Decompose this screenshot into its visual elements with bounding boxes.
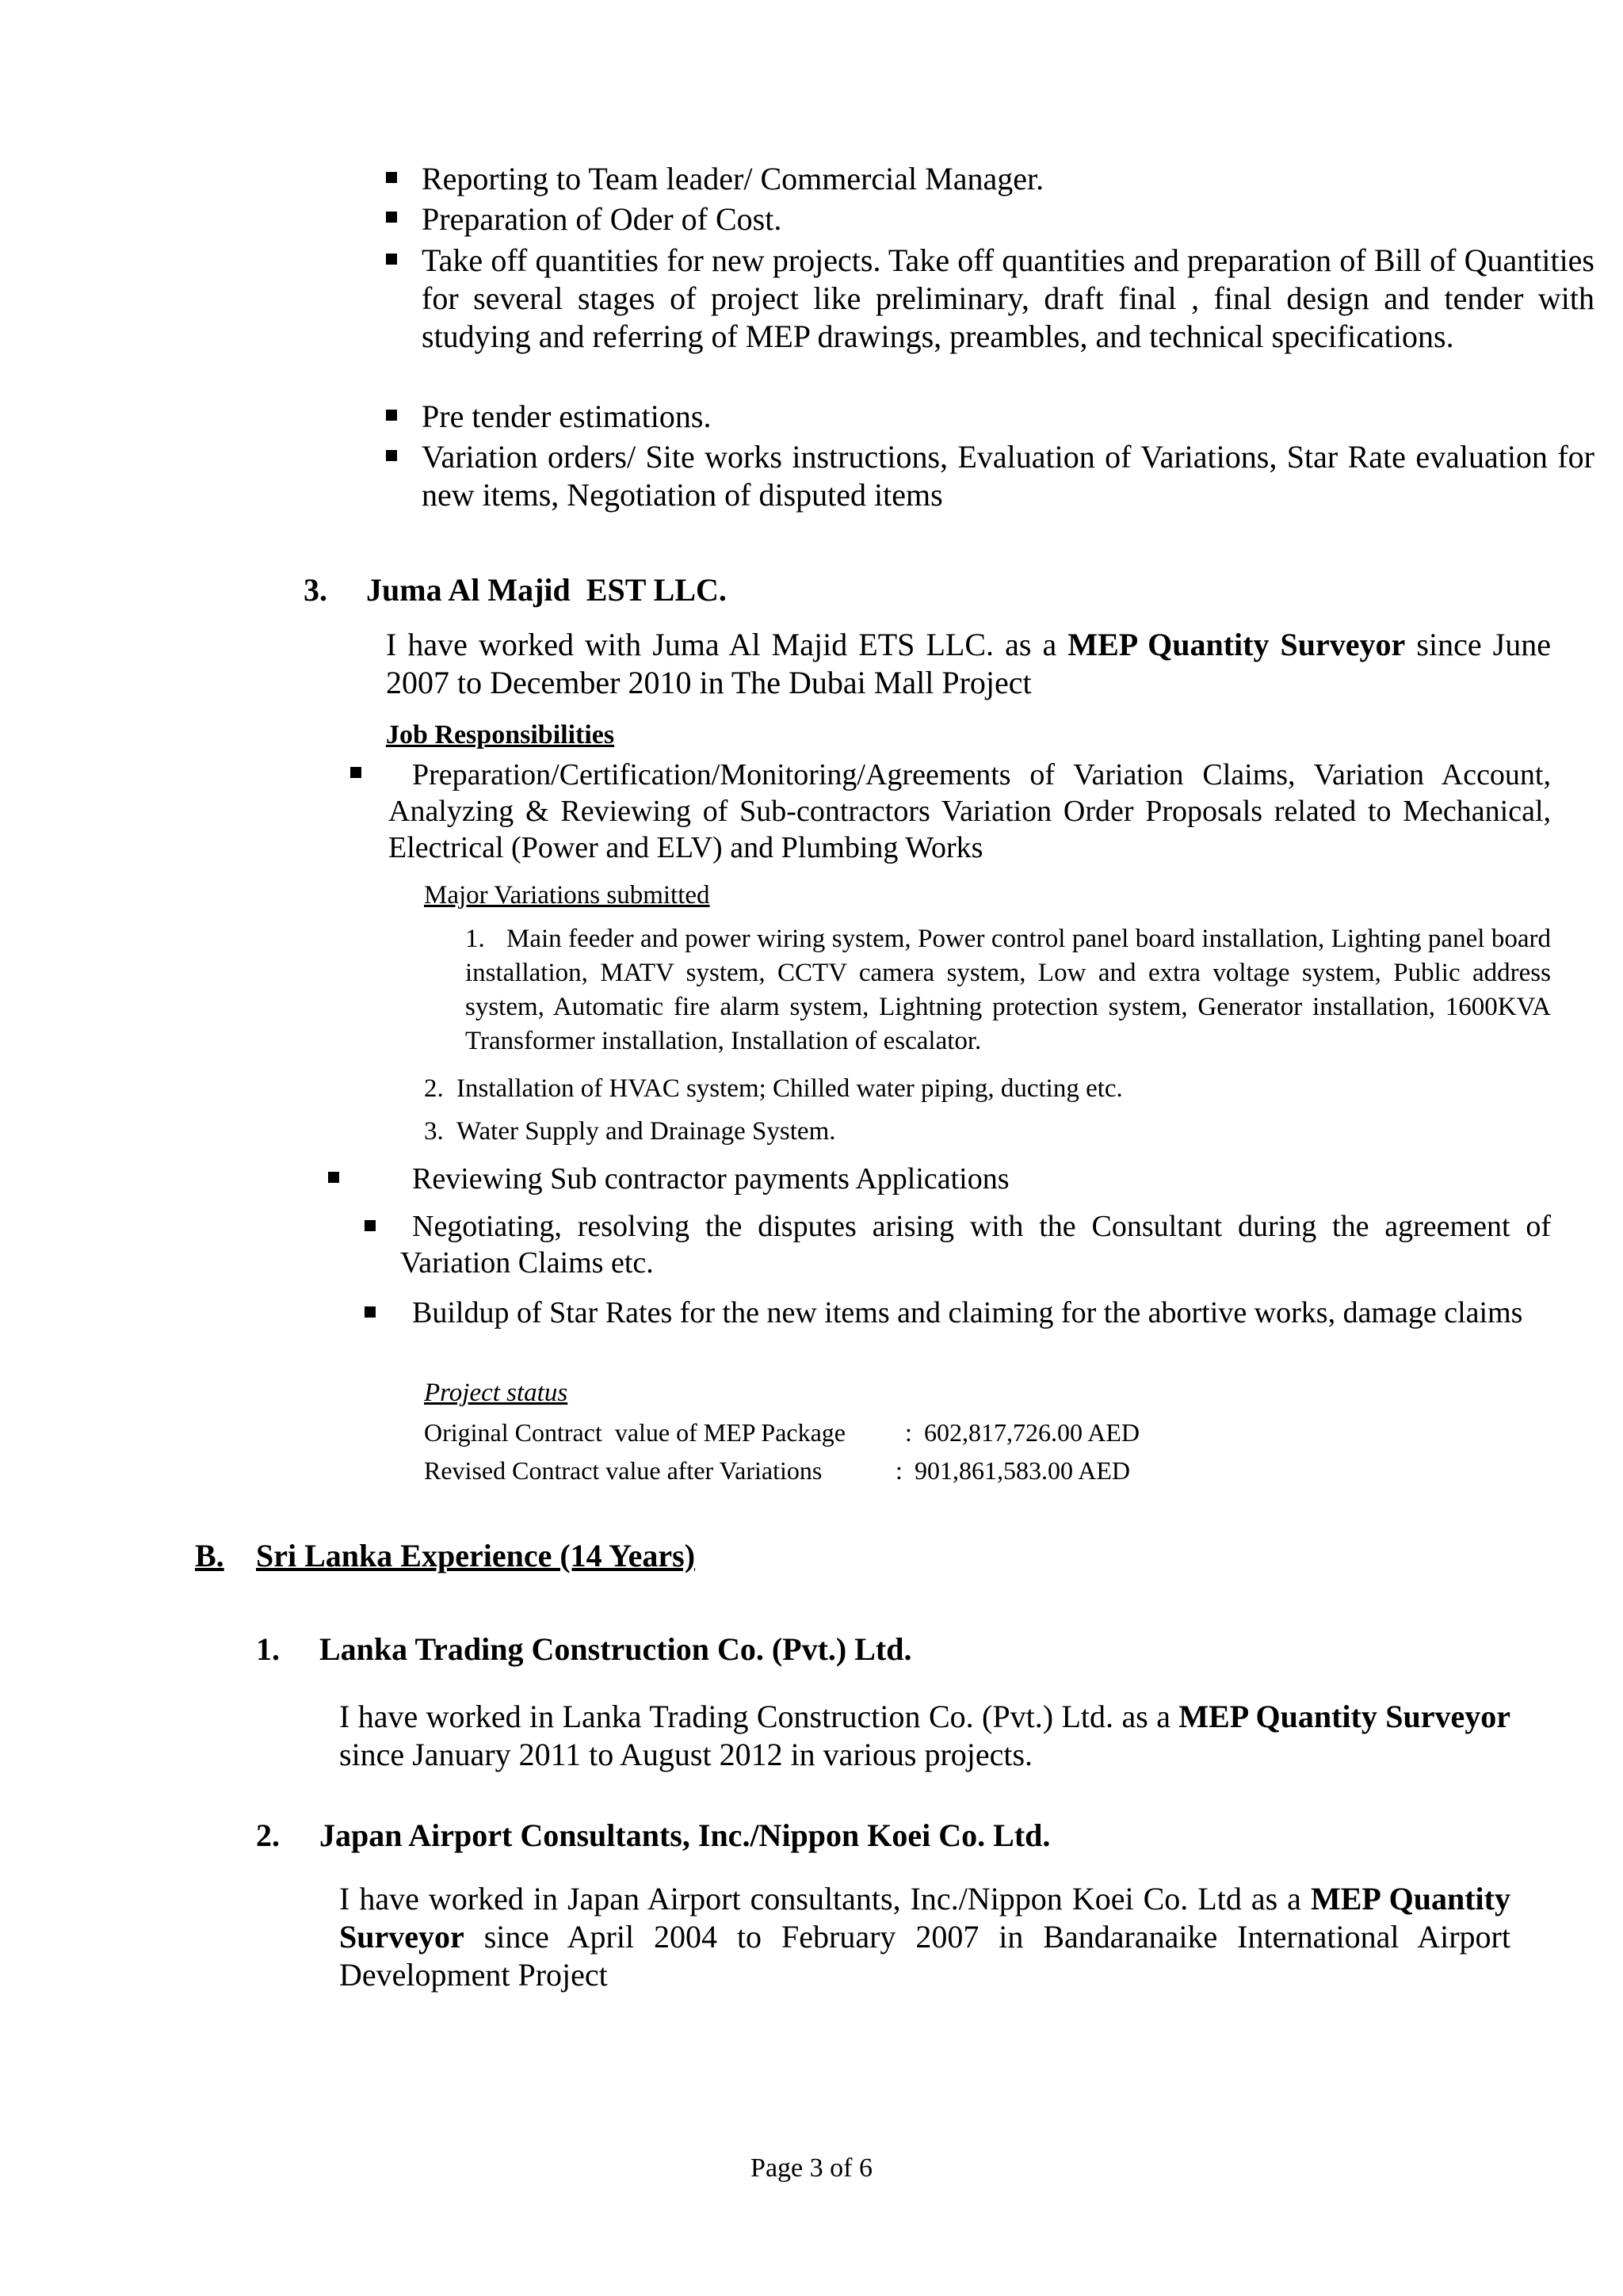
list-item: Buildup of Star Rates for the new items and claiming for the abortive works, damage claims xyxy=(412,1296,1523,1329)
item-description: I have worked in Japan Airport consultants, Inc./Nippon Koei Co. Ltd as a MEP Quantity Surveyor since April 2004 to February 2007 in Bandaranaike International Airport Development Project xyxy=(339,1881,1510,1993)
section-title: Juma Al Majid EST LLC. xyxy=(366,572,727,608)
section-number: 3. xyxy=(304,572,327,608)
status-label: Revised Contract value after Variations xyxy=(424,1456,823,1485)
project-status-heading: Project status xyxy=(424,1379,568,1407)
status-colon: : xyxy=(896,1456,903,1485)
status-value: 602,817,726.00 AED xyxy=(924,1418,1140,1447)
list-item: Preparation of Oder of Cost. xyxy=(422,201,782,237)
job-responsibilities-heading: Job Responsibilities xyxy=(386,720,615,749)
item-title: Lanka Trading Construction Co. (Pvt.) Ltd. xyxy=(319,1631,912,1667)
status-colon: : xyxy=(905,1418,912,1447)
list-item: Take off quantities for new projects. Take off quantities and preparation of Bill of Quantities for several stages of project like preliminary, draft final , final design and tender with studying and referring of MEP drawings, preambles, and technical specifications. xyxy=(422,242,1594,354)
section-intro: I have worked with Juma Al Majid ETS LLC. as a MEP Quantity Surveyor since June 2007 to December 2010 in The Dubai Mall Project xyxy=(386,627,1551,700)
list-item: Reporting to Team leader/ Commercial Manager. xyxy=(422,161,1044,196)
list-item: Negotiating, resolving the disputes arising with the Consultant during the agreement of Variation Claims etc. xyxy=(400,1210,1551,1280)
square-bullet-icon xyxy=(386,212,397,223)
square-bullet-icon xyxy=(365,1220,376,1231)
item-number: 2. xyxy=(256,1817,280,1853)
item-description: I have worked in Lanka Trading Construction Co. (Pvt.) Ltd. as a MEP Quantity Surveyor since January 2011 to August 2012 in various projects. xyxy=(339,1699,1510,1772)
square-bullet-icon xyxy=(386,450,397,461)
variation-item: 3. Water Supply and Drainage System. xyxy=(424,1117,836,1146)
square-bullet-icon xyxy=(365,1306,376,1318)
variation-item: 2. Installation of HVAC system; Chilled water piping, ducting etc. xyxy=(424,1074,1123,1103)
page-number: Page 3 of 6 xyxy=(750,2153,873,2183)
square-bullet-icon xyxy=(350,767,361,778)
section-title: Sri Lanka Experience (14 Years) xyxy=(256,1538,696,1573)
status-label: Original Contract value of MEP Package xyxy=(424,1418,846,1447)
list-item: Reviewing Sub contractor payments Applications xyxy=(412,1162,1010,1196)
variation-item: 1. Main feeder and power wiring system, Power control panel board installation, Lighting panel board installation, MATV system, CCTV camera system, Low and extra voltage system, Public address system, Automatic fire alarm system, Lightning protection system, Generator installation, 1600KVA Transformer installation, Installation of escalator. xyxy=(465,925,1551,1055)
list-item: Pre tender estimations. xyxy=(422,399,712,434)
section-letter: B. xyxy=(195,1538,224,1573)
item-title: Japan Airport Consultants, Inc./Nippon Koei Co. Ltd. xyxy=(319,1817,1051,1853)
item-number: 1. xyxy=(256,1631,280,1667)
list-item: Preparation/Certification/Monitoring/Agreements of Variation Claims, Variation Account, Analyzing & Reviewing of Sub-contractors Variation Order Proposals related to Mechanical, Electrical (Power and ELV) and Plumbing Works xyxy=(388,758,1551,864)
major-variations-heading: Major Variations submitted xyxy=(424,881,710,910)
square-bullet-icon xyxy=(386,254,397,265)
square-bullet-icon xyxy=(386,172,397,183)
status-value: 901,861,583.00 AED xyxy=(915,1456,1130,1485)
list-item: Variation orders/ Site works instructions, Evaluation of Variations, Star Rate evaluation for new items, Negotiation of disputed items xyxy=(422,439,1594,513)
square-bullet-icon xyxy=(386,410,397,421)
square-bullet-icon xyxy=(328,1172,339,1183)
